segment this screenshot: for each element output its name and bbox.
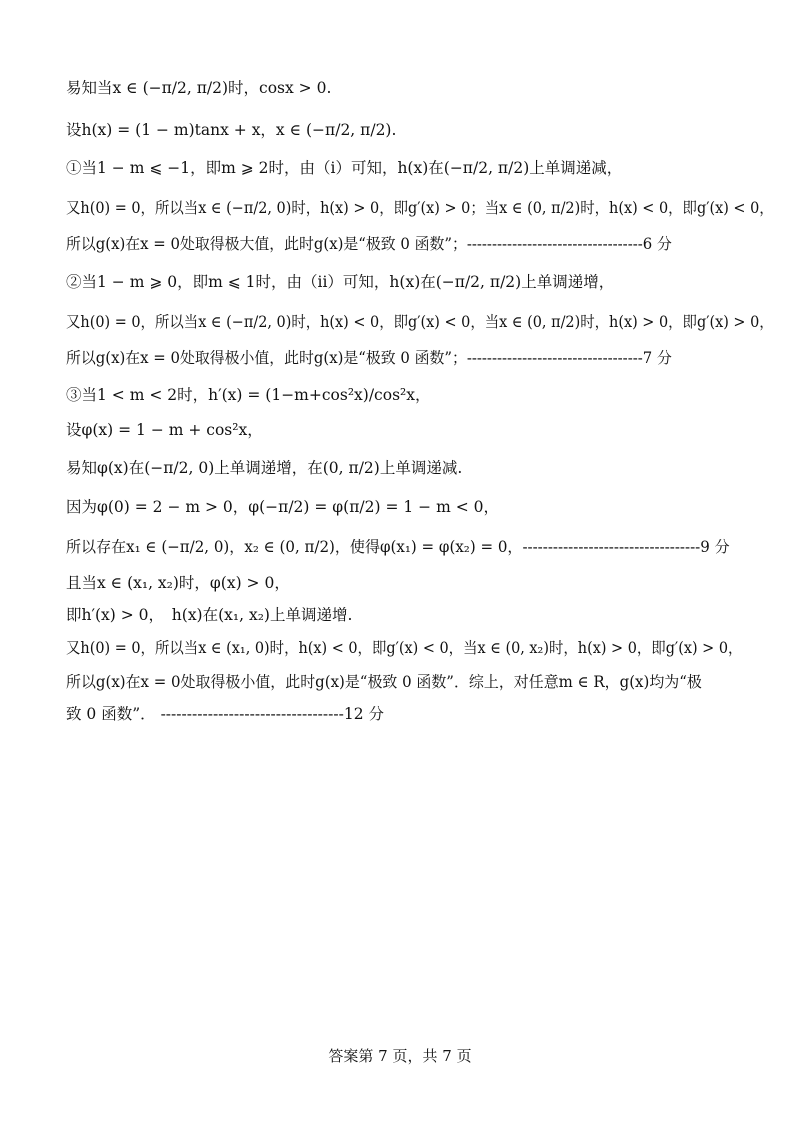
solution-line-text: 即h′(x) > 0， h(x)在(x₁, x₂)上单调递增. <box>66 606 353 624</box>
solution-line-text: 所以存在x₁ ∈ (−π/2, 0)，x₂ ∈ (0, π/2)，使得φ(x₁) = φ(x₂) = 0，-----------------------------------9 分 <box>66 538 730 556</box>
solution-line-text: 易知φ(x)在(−π/2, 0)上单调递增，在(0, π/2)上单调递减. <box>66 459 463 477</box>
solution-line <box>66 456 752 480</box>
solution-line-text: 又h(0) = 0，所以当x ∈ (x₁, 0)时，h(x) < 0，即g′(x) < 0，当x ∈ (0, x₂)时，h(x) > 0，即g′(x) > 0， <box>66 639 743 657</box>
solution-line-text: 又h(0) = 0，所以当x ∈ (−π/2, 0)时，h(x) < 0，即g′(x) < 0，当x ∈ (0, π/2)时，h(x) > 0，即g′(x) > 0， <box>66 313 774 331</box>
solution-line <box>66 76 752 100</box>
solution-line <box>66 670 752 694</box>
solution-line <box>66 636 752 660</box>
solution-line-text: ①当1 − m ⩽ −1，即m ⩾ 2时，由（i）可知，h(x)在(−π/2, π/2)上单调递减， <box>66 159 623 177</box>
solution-line-text: ②当1 − m ⩾ 0，即m ⩽ 1时，由（ii）可知，h(x)在(−π/2, π/2)上单调递增， <box>66 273 615 291</box>
solution-line <box>66 270 752 294</box>
solution-line <box>66 702 752 726</box>
solution-line-text: 设φ(x) = 1 − m + cos²x， <box>66 421 263 439</box>
solution-line <box>66 418 752 442</box>
solution-line-text: 易知当x ∈ (−π/2, π/2)时，cosx > 0. <box>66 79 332 97</box>
solution-line <box>66 571 752 595</box>
solution-line-text: 致 0 函数”． -----------------------------------12 分 <box>66 705 385 723</box>
solution-line <box>66 156 752 180</box>
solution-line <box>66 603 752 627</box>
solution-line <box>66 232 752 256</box>
solution-line-text: 所以g(x)在x = 0处取得极小值，此时g(x)是“极致 0 函数”．综上，对任意m ∈ R，g(x)均为“极 <box>66 673 702 691</box>
solution-line-text: 所以g(x)在x = 0处取得极小值，此时g(x)是“极致 0 函数”；-----------------------------------7 分 <box>66 349 672 367</box>
solution-line <box>66 495 752 519</box>
solution-line-text: 设h(x) = (1 − m)tanx + x，x ∈ (−π/2, π/2). <box>66 121 397 139</box>
solution-line-text: 因为φ(0) = 2 − m > 0，φ(−π/2) = φ(π/2) = 1 − m < 0， <box>66 498 499 516</box>
solution-line <box>66 346 752 370</box>
solution-line <box>66 118 752 142</box>
solution-line <box>66 196 774 220</box>
page-footer: 答案第 7 页，共 7 页 <box>328 1047 472 1065</box>
solution-line <box>66 535 752 559</box>
solution-line-text: 又h(0) = 0，所以当x ∈ (−π/2, 0)时，h(x) > 0，即g′(x) > 0；当x ∈ (0, π/2)时，h(x) < 0，即g′(x) < 0， <box>66 199 774 217</box>
solution-line-text: 所以g(x)在x = 0处取得极大值，此时g(x)是“极致 0 函数”；-----------------------------------6 分 <box>66 235 672 253</box>
solution-line-text: 且当x ∈ (x₁, x₂)时，φ(x) > 0， <box>66 574 290 592</box>
solution-line <box>66 383 752 407</box>
solution-line-text: ③当1 < m < 2时，h′(x) = (1−m+cos²x)/cos²x， <box>66 386 431 404</box>
solution-line <box>66 310 774 334</box>
